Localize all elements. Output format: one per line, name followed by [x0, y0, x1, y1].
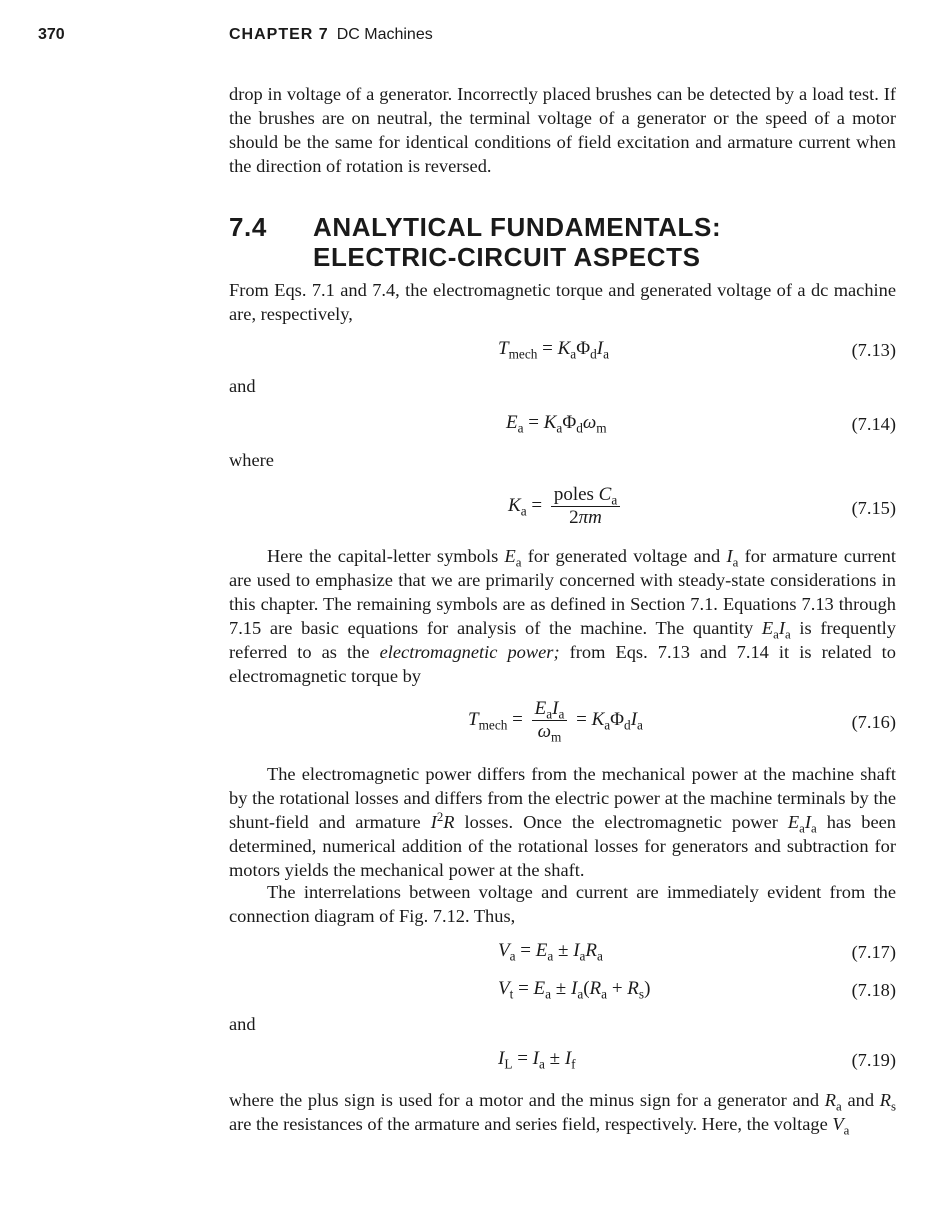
paragraph-power: The electromagnetic power differs from the mechanical power at the machine shaft by the rotational losses and differs from the electric power at the machine terminals by the shunt-field and armature $I^2R$ losses. Once the electromagnetic power $E_aI_a$ has been determined, numerical addition of the rotational losses for generators and subtraction for motors yields the mechanical power at the shaft. [229, 764, 896, 880]
chapter-label: CHAPTER 7 [229, 26, 329, 43]
paragraph-here: Here the capital-letter symbols $E_a$ for generated voltage and $I_a$ for armature current are used to emphasize that we are primarily concerned with steady-state considerations in this chapter. The remaining symbols are as defined in Section 7.1. Equations 7.13 through 7.15 are basic equations for analysis of the machine. The quantity $E_aI_a$ is frequently referred to as the electromagnetic power; from Eqs. 7.13 and 7.14 it is related to electromagnetic torque by [229, 546, 896, 686]
equation-number-7-16: (7.16) [851, 712, 896, 732]
equation-7-18: $V_t = E_a \pm I_a(R_a + R_s)$ [498, 978, 651, 1002]
section-title-line1: ANALYTICAL FUNDAMENTALS: [313, 212, 722, 242]
section-number: 7.4 [229, 212, 267, 242]
equation-7-16: $T_{mech}$ = $\frac{E_aI_a}{\omega_m}$ = $K_a\Phi_dI_a$ [468, 698, 643, 745]
equation-7-15: $K_a$ = $\frac{poles C_a}{2\pi m}$ [508, 484, 624, 529]
chapter-title: DC Machines [336, 26, 433, 43]
equation-number-7-17: (7.17) [851, 942, 896, 962]
equation-7-13: $T_{mech} = K_a\Phi_dI_a$ [498, 338, 609, 362]
paragraph-intro: drop in voltage of a generator. Incorrectly placed brushes can be detected by a load test. If the brushes are on neutral, the terminal voltage of a generator or the speed of a motor should be the same for identical conditions of field excitation and armature current when the direction of rotation is reversed. [229, 84, 896, 176]
paragraph-interrelations: The interrelations between voltage and current are immediately evident from the connection diagram of Fig. 7.12. Thus, [229, 882, 896, 926]
word-and-2: and [229, 1014, 256, 1034]
equation-number-7-18: (7.18) [851, 980, 896, 1000]
section-heading [229, 212, 721, 272]
word-where: where [229, 450, 274, 470]
word-and: and [229, 376, 256, 396]
paragraph-from-eqs: From Eqs. 7.1 and 7.4, the electromagnetic torque and generated voltage of a dc machine are, respectively, [229, 280, 896, 324]
equation-number-7-14: (7.14) [851, 414, 896, 434]
equation-number-7-15: (7.15) [851, 498, 896, 518]
equation-7-17: $V_a = E_a \pm I_aR_a$ [498, 940, 603, 964]
equation-number-7-19: (7.19) [851, 1050, 896, 1070]
page-number: 370 [38, 26, 65, 43]
equation-7-19: $I_L = I_a \pm I_f$ [498, 1048, 576, 1072]
equation-number-7-13: (7.13) [851, 340, 896, 360]
running-head [229, 26, 433, 44]
section-title-line2: ELECTRIC-CIRCUIT ASPECTS [313, 242, 701, 272]
equation-7-14: $E_a = K_a\Phi_d\omega_m$ [506, 412, 607, 436]
paragraph-where-plus: where the plus sign is used for a motor and the minus sign for a generator and $R_a$ and $R_s$ are the resistances of the armature and series field, respectively. Here, the voltage $V_a$ [229, 1090, 896, 1138]
